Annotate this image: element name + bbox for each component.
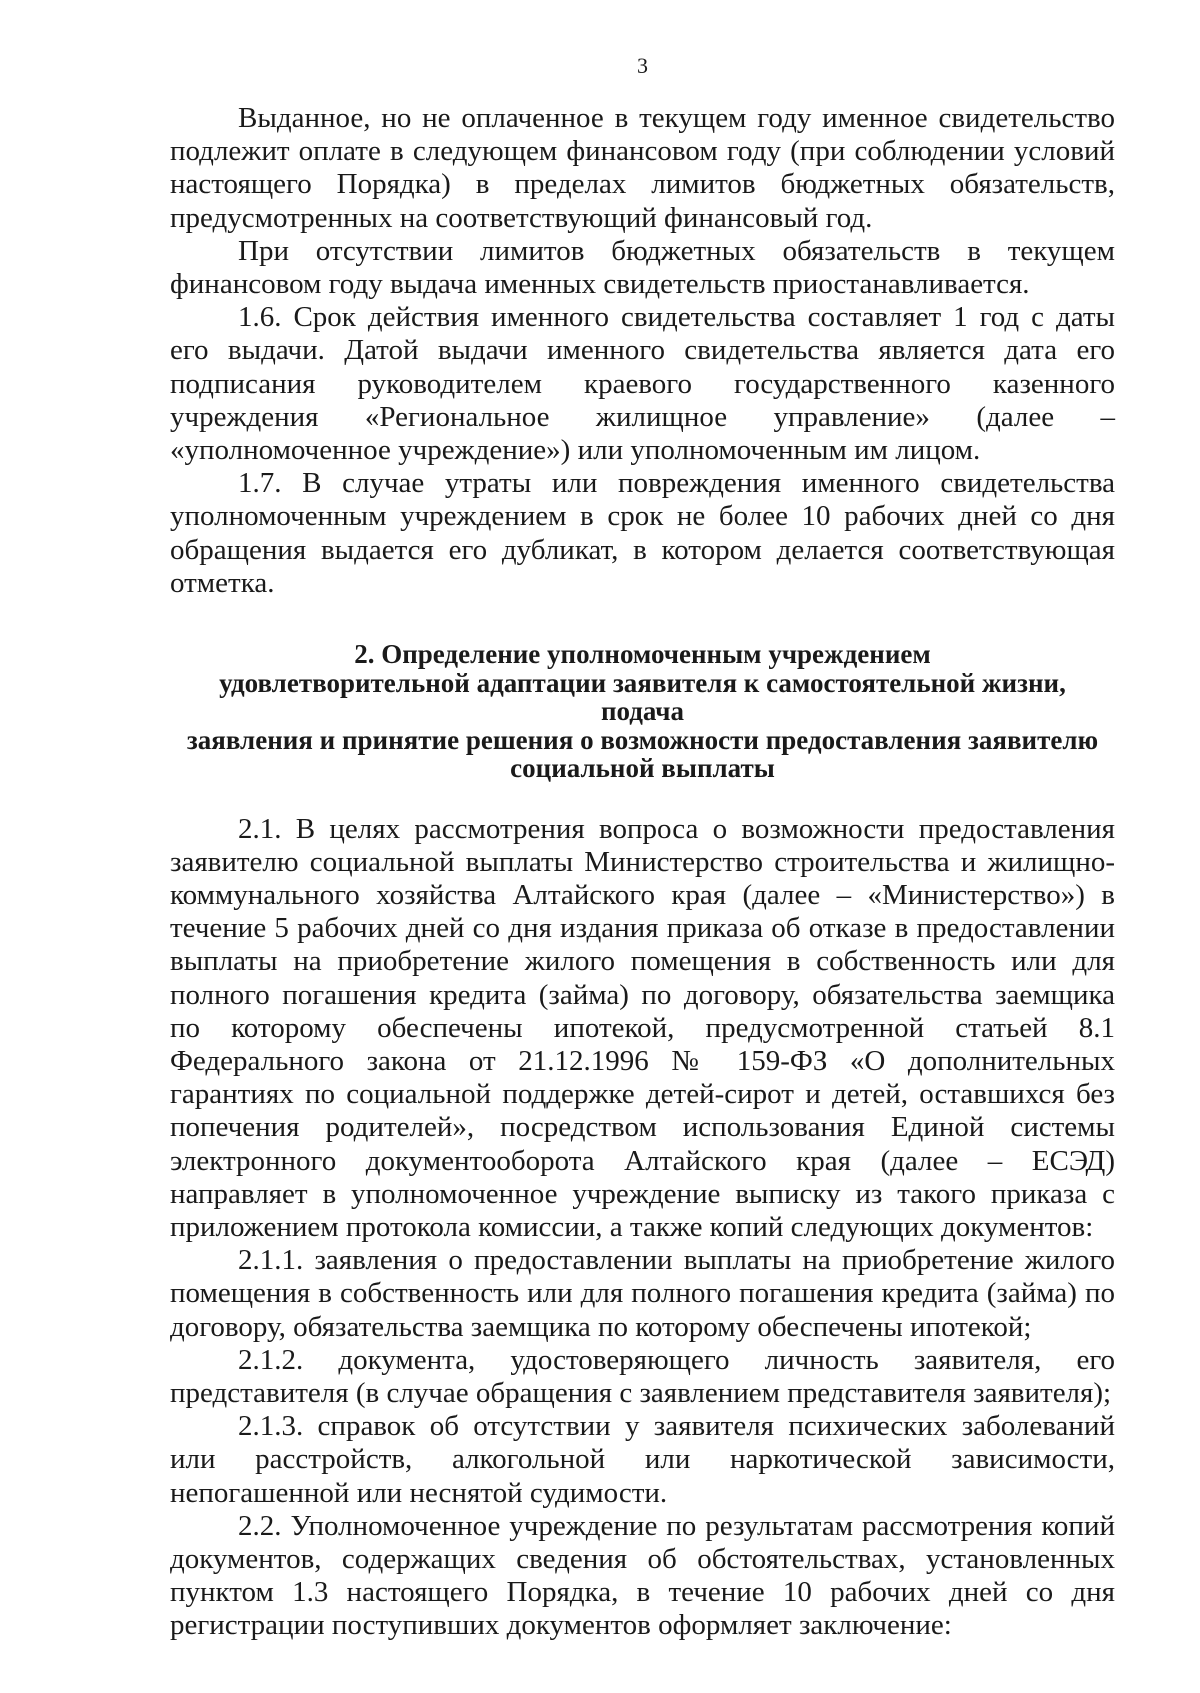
heading-spacer bbox=[170, 783, 1115, 813]
section-heading-line-2: удовлетворительной адаптации заявителя к самостоятельной жизни, подача bbox=[219, 667, 1066, 727]
page-number: 3 bbox=[637, 53, 648, 78]
section-heading-line-1: 2. Определение уполномоченным учреждением bbox=[354, 639, 931, 670]
paragraph-no-limits: При отсутствии лимитов бюджетных обязательств в текущем финансовом году выдача именных свидетельств приостанавливается. bbox=[170, 234, 1115, 301]
paragraph-2-1: 2.1. В целях рассмотрения вопроса о возможности предоставления заявителю социальной выплаты Министерство строительства и жилищно-коммунального хозяйства Алтайского края (далее – «Министерство») в течение 5 рабочих дней со дня издания приказа об отказе в предоставлении выплаты на приобретение жилого помещения в собственность или для полного погашения кредита (займа) по договору, обязательства заемщика по которому обеспечены ипотекой, предусмотренной статьей 8.1 Федерального закона от 21.12.1996 № 159-ФЗ «О дополнительных гарантиях по социальной поддержке детей-сирот и детей, оставшихся без попечения родителей», посредством использования Единой системы электронного документооборота Алтайского края (далее – ЕСЭД) направляет в уполномоченное учреждение выписку из такого приказа с приложением протокола комиссии, а также копий следующих документов: bbox=[170, 812, 1115, 1243]
section-heading-line-3: заявления и принятие решения о возможности предоставления заявителю bbox=[186, 724, 1099, 755]
paragraph-1-7: 1.7. В случае утраты или повреждения именного свидетельства уполномоченным учреждением в срок не более 10 рабочих дней со дня обращения выдается его дубликат, в котором делается соответствующая отметка. bbox=[170, 467, 1115, 599]
section-heading-line-4: социальной выплаты bbox=[510, 753, 775, 784]
paragraph-2-1-2: 2.1.2. документа, удостоверяющего личность заявителя, его представителя (в случае обращения с заявлением представителя заявителя); bbox=[170, 1343, 1115, 1409]
section-heading bbox=[170, 640, 1115, 783]
paragraph-2-1-1: 2.1.1. заявления о предоставлении выплаты на приобретение жилого помещения в собственность или для полного погашения кредита (займа) по договору, обязательства заемщика по которому обеспечены ипотекой; bbox=[170, 1244, 1115, 1343]
paragraph-2-2: 2.2. Уполномоченное учреждение по результатам рассмотрения копий документов, содержащих сведения об обстоятельствах, установленных пунктом 1.3 настоящего Порядка, в течение 10 рабочих дней со дня регистрации поступивших документов оформляет заключение: bbox=[170, 1509, 1115, 1642]
paragraph-1-6: 1.6. Срок действия именного свидетельства составляет 1 год с даты его выдачи. Датой выдачи именного свидетельства является дата его подписания руководителем краевого государственного казенного учреждения «Региональное жилищное управление» (далее – «уполномоченное учреждение») или уполномоченным им лицом. bbox=[170, 301, 1115, 467]
document-page bbox=[170, 52, 1115, 1643]
section-spacer bbox=[170, 600, 1115, 640]
paragraph-2-1-3: 2.1.3. справок об отсутствии у заявителя психических заболеваний или расстройств, алкогольной или наркотической зависимости, непогашенной или неснятой судимости. bbox=[170, 1410, 1115, 1509]
paragraph-unpaid-certificate: Выданное, но не оплаченное в текущем году именное свидетельство подлежит оплате в следующем финансовом году (при соблюдении условий настоящего Порядка) в пределах лимитов бюджетных обязательств, предусмотренных на соответствующий финансовый год. bbox=[170, 102, 1115, 234]
